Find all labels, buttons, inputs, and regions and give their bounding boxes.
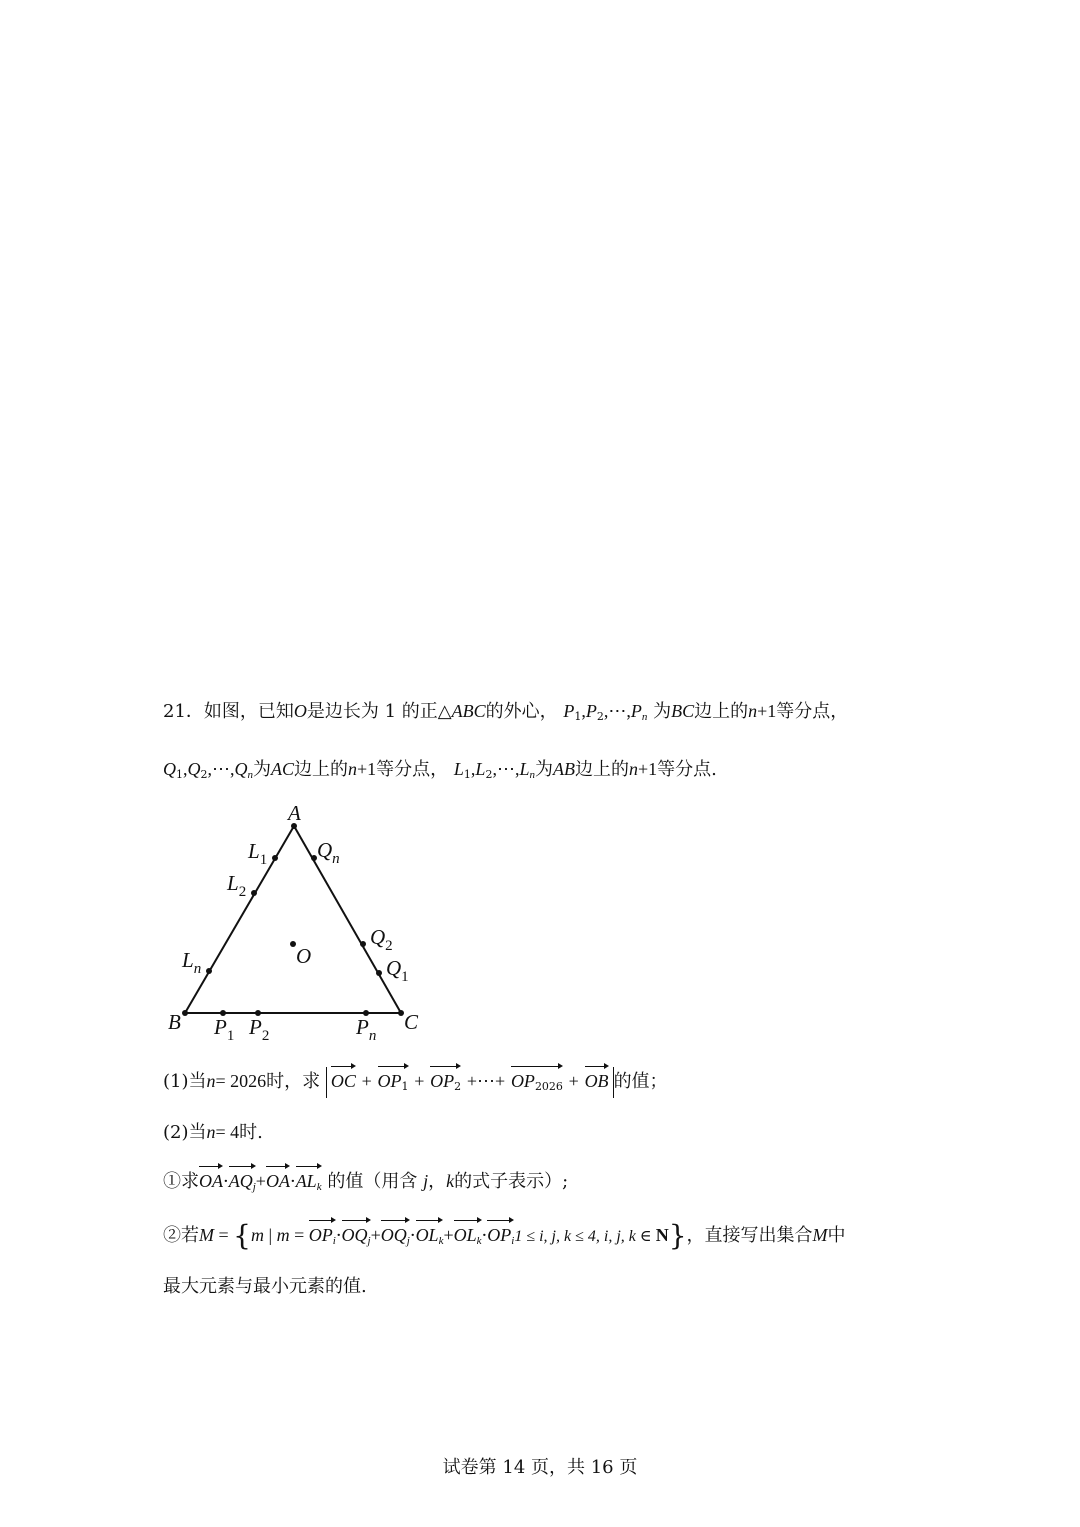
question-1: ①求$OA\cdot AQ_j+OA\cdot AL_k$ 的值（用含 j，k的式子表示）;: [163, 1166, 568, 1200]
label-o: O: [296, 944, 312, 968]
question-2: ②若M = {m | $m = OP_i\cdot OQ_j+OQ_j\cdot OL_k+OL_k\cdot OP_i1 \le i$, j, k ≤ 4, i, j, k ∈ N}，直接写出集合M中: [163, 1219, 846, 1252]
side-ab: [185, 826, 294, 1013]
problem-number: 21．: [163, 701, 204, 722]
label-l2: $L_2$: [227, 871, 247, 900]
point-b: [182, 1010, 188, 1016]
label-p1: $P_1$: [214, 1015, 235, 1044]
label-l1: $L_1$: [248, 839, 268, 868]
absolute-value-expression: OC + $OP_1 + OP_2$ +⋯+ $OP_{2026}$ + OB: [326, 1067, 614, 1098]
triangle-figure: [160, 800, 450, 1050]
page-footer: 试卷第 14 页，共 16 页: [442, 1457, 638, 1478]
question-2-line-2: 最大元素与最小元素的值.: [163, 1276, 367, 1297]
point-ln: [206, 968, 212, 974]
point-l1: [272, 855, 278, 861]
side-ac: [294, 826, 401, 1013]
label-a: A: [288, 801, 301, 825]
label-p2: $P_2$: [249, 1015, 270, 1044]
part-2: (2)当n= 4时.: [163, 1122, 263, 1143]
label-q1: $Q_1$: [386, 956, 409, 985]
point-q2: [360, 941, 366, 947]
label-ln: $L_n$: [182, 948, 202, 977]
label-pn: $P_n$: [356, 1015, 377, 1044]
problem-line-2: $Q_1,Q_2,\cdots,Q_n$为AC边上的n+1等分点， $L_1,L_2,\cdots,L_n$为AB边上的n+1等分点.: [163, 759, 717, 781]
label-b: B: [168, 1010, 181, 1034]
point-q1: [376, 970, 382, 976]
point-l2: [251, 890, 257, 896]
part-1: (1)当n= 2026时，求 OC + $OP_1 + OP_2$ +⋯+ $OP_{2026}$ + OB 的值；: [163, 1066, 668, 1100]
label-qn: $Q_n$: [317, 838, 340, 867]
label-q2: $Q_2$: [370, 925, 393, 954]
problem-line-1: 21．如图，已知O是边长为 1 的正△ABC的外心， $P_1,P_2,\cdots,P_n$ 为BC边上的n+1等分点，: [163, 701, 849, 723]
label-c: C: [404, 1010, 419, 1034]
